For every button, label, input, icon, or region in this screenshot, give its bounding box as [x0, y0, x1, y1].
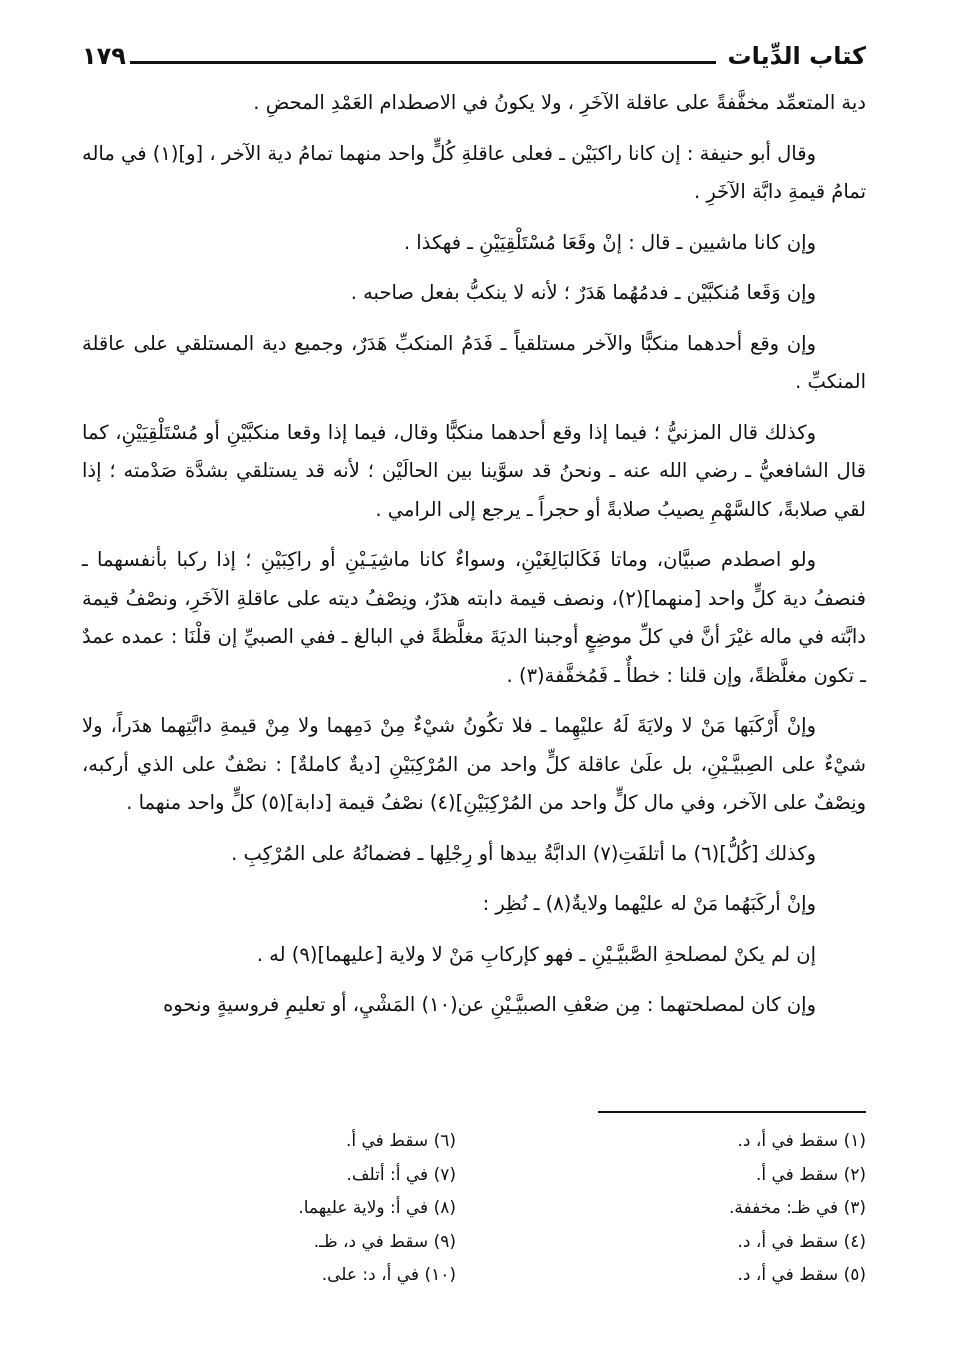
- paragraph: وإن وَقَعا مُنكبَّيْن ـ فدمُهُما هَدَرٌ ؛ لأنه لا ينكبُّ بفعل صاحبه .: [350, 281, 816, 304]
- paragraph: وكذلك [كُلُّ](٦) ما أتلفَتِ(٧) الدابَّةُ بيدها أو رِجْلِها ـ فضمانُهُ على المُرْكِبِ .: [231, 841, 816, 865]
- footnote: (١٠) في أ، د: على.: [321, 1265, 456, 1285]
- footnotes: [82, 1125, 866, 1295]
- footnote: (١) سقط في أ، د.: [737, 1131, 866, 1151]
- footnote: (٢) سقط في أ.: [755, 1164, 866, 1185]
- footnotes-column-right: [506, 1125, 866, 1293]
- footnote-separator: [598, 1111, 866, 1113]
- paragraph: وإن كان لمصلحتهما : مِن ضعْفِ الصبيَّـيْنِ عن(١٠) المَشْيِ، أو تعليمِ فروسيةٍ ونحوه: [163, 993, 816, 1016]
- footnote: (٤) سقط في أ، د.: [737, 1231, 866, 1252]
- paragraph: دية المتعمِّد مخفَّفةً على عاقلة الآخَرِ ، ولا يكونُ في الاصطدام العَمْدِ المحضِ .: [253, 91, 866, 114]
- paragraph: وإن وقع أحدهما منكبًّا والآخر مستلقياً ـ فَدَمُ المنكبِّ هَدَرٌ، وجميع دية المستلقي على عاقلة المنكبِّ .: [82, 331, 866, 393]
- paragraph: وقال أبو حنيفة : إن كانا راكبَيْن ـ فعلى عاقلةِ كُلٍّ واحد منهما تمامُ دية الآخر ، [و](١) في ماله تمامُ قيمةِ دابَّة الآخَرِ .: [82, 141, 866, 203]
- footnote: (٥) سقط في أ، د.: [737, 1265, 866, 1285]
- footnote: (٩) سقط في د، ظـ.: [313, 1231, 456, 1252]
- footnote: (٣) في ظـ: مخففة.: [729, 1198, 866, 1218]
- paragraph: ولو اصطدم صبيَّان، وماتا فَكَالبَالِغَيْنِ، وسواءٌ كانا ماشِيَـيْنِ أو راكِبَيْنِ ؛ إذا ركبا بأنفسهما ـ فنصفُ دية كلٍّ واحد [منهما](٢)، ونصف قيمة دابته هدَرٌ، ونِصْفُ ديته على عاقلةِ الآخَرِ، ونصْفُ قيمة دابَّته في ماله غيْرَ أنَّ في كلِّ موضِعٍ أوجبنا الديَةَ مغلَّظةً في البالغ ـ ففي الصبيِّ إن قلْنَا : عمده عمدٌ ـ تكون مغلَّظةً، وإن قلنا : خطأٌ ـ فَمُخفَّفة(٣) .: [82, 548, 866, 687]
- book-title: كتاب الدِّيات: [727, 42, 866, 70]
- header-rule: [130, 61, 716, 64]
- footnote: (٨) في أ: ولاية عليهما.: [298, 1198, 456, 1218]
- paragraph: وكذلك قال المزنيُّ ؛ فيما إذا وقع أحدهما منكبًّا وقال، فيما إذا وقعا منكبَّيْنِ أو مُسْتَلْقِيَيْنِ، كما قال الشافعيُّ ـ رضي الله عنه ـ ونحنُ قد سوَّينا بين الحالَيْن ؛ لأنه قد يستلقي بشدَّة صَدْمته ؛ إذا لقي صلابةً، كالسَّهْمِ يصيبُ صلابةً أو حجراً ـ يرجع إلى الرامي .: [82, 420, 866, 521]
- paragraph: وإنْ أركَبَهُما مَنْ له عليْهما ولايةٌ(٨) ـ نُظِر :: [482, 892, 816, 915]
- paragraph: وإنْ أَرْكَبَها مَنْ لا ولايَةَ لَهُ عليْهِما ـ فلا تكُونُ شيْءٌ مِنْ دَمِهما ولا مِنْ قيمةِ دابَّتِهما هدَراً، ولا شيْءٌ على الصِبيَّـيْنِ، بل علَىٰ عاقلة كلٍّ واحد من المُرْكِبَيْنِ [ديةٌ كاملةٌ] : نصْفٌ على الذي أركبه، ونِصْفٌ على الآخر، وفي مال كلٍّ واحد من المُرْكِبَيْنِ](٤) نصْفُ قيمة [دابة](٥) كلٍّ واحد منهما .: [82, 714, 866, 814]
- footnote: (٧) في أ: أتلف.: [346, 1164, 456, 1185]
- main-text: [82, 84, 866, 1037]
- paragraph: وإن كانا ماشيين ـ قال : إنْ وقَعَا مُسْتَلْقِيَيْنِ ـ فهكذا .: [403, 230, 816, 254]
- footnote: (٦) سقط في أ.: [345, 1131, 456, 1151]
- footnotes-column-left: [96, 1125, 456, 1293]
- paragraph: إن لم يكنْ لمصلحةِ الصَّبيَّـيْنِ ـ فهو كإركابِ مَنْ لا ولاية [عليهما](٩) له .: [256, 942, 816, 966]
- page-header: [82, 38, 866, 78]
- page-number: ١٧٩: [82, 42, 126, 70]
